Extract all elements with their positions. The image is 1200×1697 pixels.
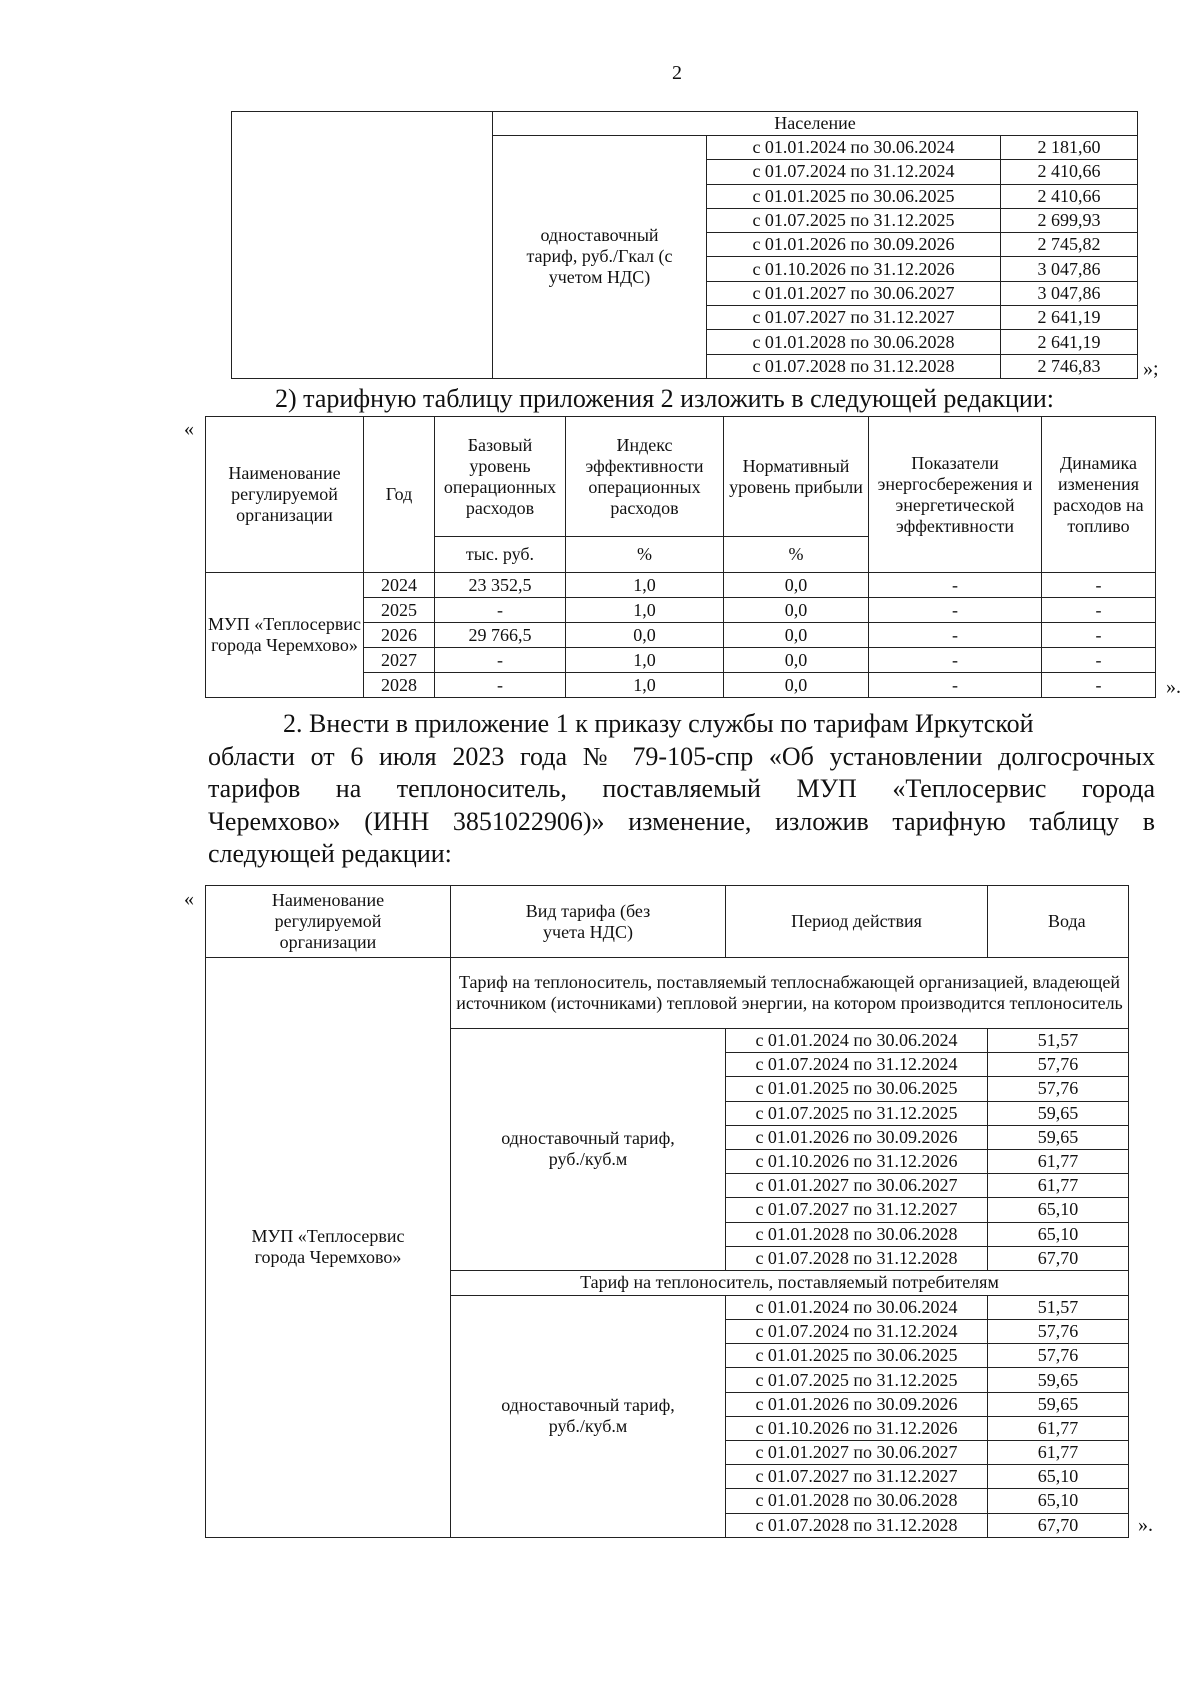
period-cell: с 01.01.2026 по 30.09.2026 bbox=[726, 1125, 988, 1149]
profit-cell: 0,0 bbox=[724, 648, 869, 673]
value-cell: 61,77 bbox=[988, 1441, 1129, 1465]
value-cell: 61,77 bbox=[988, 1416, 1129, 1440]
profit-cell: 0,0 bbox=[724, 673, 869, 698]
period-cell: с 01.07.2028 по 31.12.2028 bbox=[726, 1513, 988, 1537]
value-cell: 2 410,66 bbox=[1001, 184, 1138, 208]
page-number: 2 bbox=[672, 62, 682, 84]
value-cell: 3 047,86 bbox=[1001, 257, 1138, 281]
closing-quote: »; bbox=[1143, 358, 1159, 380]
tariff-type-cell: одноставочный тариф, руб./куб.м bbox=[451, 1295, 726, 1537]
period-cell: с 01.01.2026 по 30.09.2026 bbox=[726, 1392, 988, 1416]
value-cell: 2 641,19 bbox=[1001, 330, 1138, 354]
value-cell: 61,77 bbox=[988, 1149, 1129, 1173]
value-cell: 57,76 bbox=[988, 1344, 1129, 1368]
period-cell: с 01.01.2027 по 30.06.2027 bbox=[726, 1174, 988, 1198]
value-cell: 3 047,86 bbox=[1001, 281, 1138, 305]
index-cell: 1,0 bbox=[566, 573, 724, 598]
column-header: Динамика изменения расходов на топливо bbox=[1042, 417, 1156, 573]
value-cell: 67,70 bbox=[988, 1246, 1129, 1270]
column-header: Вода bbox=[988, 886, 1129, 958]
opening-quote: « bbox=[184, 418, 194, 440]
period-cell: с 01.01.2025 по 30.06.2025 bbox=[726, 1344, 988, 1368]
energy-cell: - bbox=[869, 573, 1042, 598]
period-cell: с 01.01.2026 по 30.09.2026 bbox=[707, 233, 1001, 257]
index-cell: 0,0 bbox=[566, 623, 724, 648]
paragraph-line: следующей редакции: bbox=[208, 839, 452, 868]
fuel-cell: - bbox=[1042, 623, 1156, 648]
profit-cell: 0,0 bbox=[724, 623, 869, 648]
base-cell: 23 352,5 bbox=[435, 573, 566, 598]
value-cell: 57,76 bbox=[988, 1320, 1129, 1344]
section-title: Тариф на теплоноситель, поставляемый теплоснабжающей организацией, владеющей источником (источниками) тепловой энергии, на котором производится теплоноситель bbox=[451, 958, 1129, 1029]
value-cell: 2 746,83 bbox=[1001, 354, 1138, 378]
fuel-cell: - bbox=[1042, 573, 1156, 598]
profit-cell: 0,0 bbox=[724, 598, 869, 623]
closing-quote: ». bbox=[1166, 676, 1181, 698]
period-cell: с 01.07.2028 по 31.12.2028 bbox=[726, 1246, 988, 1270]
population-tariff-table bbox=[231, 111, 1138, 379]
amendment-paragraph bbox=[208, 708, 1155, 871]
period-cell: с 01.07.2024 по 31.12.2024 bbox=[726, 1320, 988, 1344]
value-cell: 65,10 bbox=[988, 1198, 1129, 1222]
fuel-cell: - bbox=[1042, 648, 1156, 673]
paragraph-line: области от 6 июля 2023 года № 79-105-спр «Об установлении долгосрочных bbox=[208, 741, 1155, 771]
value-cell: 2 699,93 bbox=[1001, 208, 1138, 232]
value-cell: 65,10 bbox=[988, 1465, 1129, 1489]
section-heading: 2) тарифную таблицу приложения 2 изложить в следующей редакции: bbox=[275, 384, 1054, 413]
column-header: Вид тарифа (без учета НДС) bbox=[451, 886, 726, 958]
base-cell: - bbox=[435, 648, 566, 673]
section-title-row bbox=[206, 958, 1129, 1029]
period-cell: с 01.07.2027 по 31.12.2027 bbox=[707, 306, 1001, 330]
value-cell: 51,57 bbox=[988, 1295, 1129, 1319]
value-cell: 2 641,19 bbox=[1001, 306, 1138, 330]
energy-cell: - bbox=[869, 598, 1042, 623]
tariff-type-cell: одноставочный тариф, руб./Гкал (с учетом НДС) bbox=[493, 136, 707, 379]
column-header: Наименование регулируемой организации bbox=[206, 417, 364, 573]
paragraph-line: тарифов на теплоноситель, поставляемый МУП «Теплосервис города bbox=[208, 774, 1155, 803]
value-cell: 59,65 bbox=[988, 1392, 1129, 1416]
year-cell: 2027 bbox=[364, 648, 435, 673]
year-cell: 2025 bbox=[364, 598, 435, 623]
long-term-parameters-table bbox=[205, 416, 1156, 698]
unit-cell: % bbox=[724, 537, 869, 573]
index-cell: 1,0 bbox=[566, 648, 724, 673]
value-cell: 2 745,82 bbox=[1001, 233, 1138, 257]
period-cell: с 01.01.2024 по 30.06.2024 bbox=[726, 1295, 988, 1319]
value-cell: 59,65 bbox=[988, 1368, 1129, 1392]
period-cell: с 01.01.2028 по 30.06.2028 bbox=[726, 1489, 988, 1513]
table-row bbox=[206, 573, 1156, 598]
base-cell: 29 766,5 bbox=[435, 623, 566, 648]
period-cell: с 01.01.2025 по 30.06.2025 bbox=[707, 184, 1001, 208]
period-cell: с 01.10.2026 по 31.12.2026 bbox=[726, 1149, 988, 1173]
value-cell: 51,57 bbox=[988, 1029, 1129, 1053]
coolant-tariff-table bbox=[205, 885, 1129, 1538]
profit-cell: 0,0 bbox=[724, 573, 869, 598]
period-cell: с 01.01.2025 по 30.06.2025 bbox=[726, 1077, 988, 1101]
period-cell: с 01.10.2026 по 31.12.2026 bbox=[707, 257, 1001, 281]
column-header: Год bbox=[364, 417, 435, 573]
value-cell: 61,77 bbox=[988, 1174, 1129, 1198]
index-cell: 1,0 bbox=[566, 598, 724, 623]
organization-cell: МУП «Теплосервис города Черемхово» bbox=[206, 573, 364, 698]
value-cell: 67,70 bbox=[988, 1513, 1129, 1537]
opening-quote: « bbox=[184, 888, 194, 910]
period-cell: с 01.07.2024 по 31.12.2024 bbox=[707, 160, 1001, 184]
value-cell: 59,65 bbox=[988, 1125, 1129, 1149]
period-cell: с 01.01.2024 по 30.06.2024 bbox=[726, 1029, 988, 1053]
period-cell: с 01.07.2028 по 31.12.2028 bbox=[707, 354, 1001, 378]
period-cell: с 01.01.2027 по 30.06.2027 bbox=[707, 281, 1001, 305]
closing-quote: ». bbox=[1138, 1514, 1153, 1536]
section-title: Тариф на теплоноситель, поставляемый потребителям bbox=[451, 1270, 1129, 1295]
value-cell: 57,76 bbox=[988, 1077, 1129, 1101]
value-cell: 59,65 bbox=[988, 1101, 1129, 1125]
unit-cell: % bbox=[566, 537, 724, 573]
period-cell: с 01.01.2024 по 30.06.2024 bbox=[707, 136, 1001, 160]
period-cell: с 01.07.2025 по 31.12.2025 bbox=[726, 1101, 988, 1125]
column-header: Нормативный уровень прибыли bbox=[724, 417, 869, 537]
index-cell: 1,0 bbox=[566, 673, 724, 698]
period-cell: с 01.07.2027 по 31.12.2027 bbox=[726, 1465, 988, 1489]
value-cell: 2 410,66 bbox=[1001, 160, 1138, 184]
header-row bbox=[206, 417, 1156, 537]
column-header: Период действия bbox=[726, 886, 988, 958]
energy-cell: - bbox=[869, 648, 1042, 673]
empty-cell bbox=[232, 112, 493, 379]
period-cell: с 01.07.2024 по 31.12.2024 bbox=[726, 1053, 988, 1077]
period-cell: с 01.01.2028 по 30.06.2028 bbox=[707, 330, 1001, 354]
group-header: Население bbox=[493, 112, 1138, 136]
value-cell: 65,10 bbox=[988, 1489, 1129, 1513]
fuel-cell: - bbox=[1042, 673, 1156, 698]
value-cell: 65,10 bbox=[988, 1222, 1129, 1246]
year-cell: 2024 bbox=[364, 573, 435, 598]
year-cell: 2028 bbox=[364, 673, 435, 698]
fuel-cell: - bbox=[1042, 598, 1156, 623]
period-cell: с 01.01.2028 по 30.06.2028 bbox=[726, 1222, 988, 1246]
column-header: Базовый уровень операционных расходов bbox=[435, 417, 566, 537]
energy-cell: - bbox=[869, 623, 1042, 648]
energy-cell: - bbox=[869, 673, 1042, 698]
year-cell: 2026 bbox=[364, 623, 435, 648]
period-cell: с 01.10.2026 по 31.12.2026 bbox=[726, 1416, 988, 1440]
period-cell: с 01.07.2027 по 31.12.2027 bbox=[726, 1198, 988, 1222]
paragraph-line: 2. Внести в приложение 1 к приказу службы по тарифам Иркутской bbox=[283, 709, 1034, 738]
base-cell: - bbox=[435, 598, 566, 623]
value-cell: 2 181,60 bbox=[1001, 136, 1138, 160]
header-row bbox=[206, 886, 1129, 958]
organization-cell: МУП «Теплосервис города Черемхово» bbox=[206, 958, 451, 1538]
tariff-type-cell: одноставочный тариф, руб./куб.м bbox=[451, 1029, 726, 1271]
column-header: Показатели энергосбережения и энергетической эффективности bbox=[869, 417, 1042, 573]
period-cell: с 01.07.2025 по 31.12.2025 bbox=[707, 208, 1001, 232]
column-header: Индекс эффективности операционных расходов bbox=[566, 417, 724, 537]
period-cell: с 01.07.2025 по 31.12.2025 bbox=[726, 1368, 988, 1392]
period-cell: с 01.01.2027 по 30.06.2027 bbox=[726, 1441, 988, 1465]
value-cell: 57,76 bbox=[988, 1053, 1129, 1077]
column-header: Наименование регулируемой организации bbox=[206, 886, 451, 958]
paragraph-line: Черемхово» (ИНН 3851022906)» изменение, изложив тарифную таблицу в bbox=[208, 806, 1155, 836]
unit-cell: тыс. руб. bbox=[435, 537, 566, 573]
base-cell: - bbox=[435, 673, 566, 698]
header-row bbox=[232, 112, 1138, 136]
